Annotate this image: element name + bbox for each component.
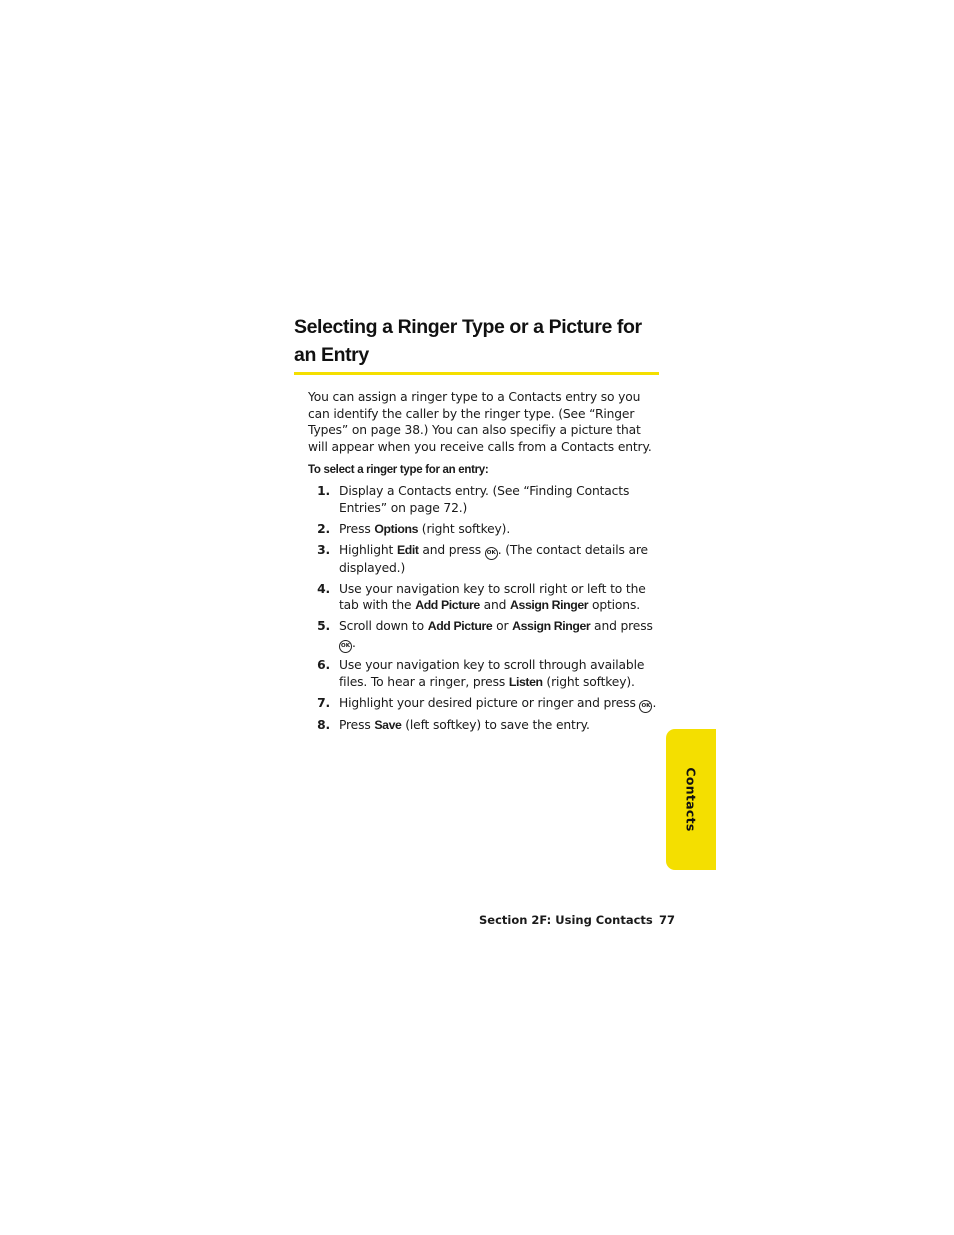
step-text-segment: Press [339, 521, 375, 536]
page-title: Selecting a Ringer Type or a Picture for an Entry [294, 316, 642, 366]
step-text-segment: and press [590, 619, 653, 633]
step-text-segment: and press [418, 542, 485, 557]
step-text [339, 695, 668, 713]
step-text [339, 657, 668, 690]
ui-term: Add Picture [415, 598, 480, 612]
step-text-segment: . [352, 635, 356, 650]
step-list [308, 483, 668, 738]
step-text [339, 581, 668, 614]
step-text-segment: options. [588, 598, 640, 612]
step-text-segment: and [479, 598, 511, 612]
side-tab-label: Contacts [683, 767, 699, 832]
step-text-segment: . [652, 695, 657, 710]
page-number: 77 [659, 913, 676, 927]
step-number: 5. [317, 619, 330, 633]
step-text-segment: Use your navigation key to scroll right or left to the tab with the [339, 581, 646, 612]
step-text-segment: (left softkey) to save the entry. [401, 718, 590, 732]
footer-section-title: Section 2F: Using Contacts [479, 913, 653, 927]
step-text-segment: Highlight your desired picture or ringer and press [339, 695, 640, 710]
ok-key-icon: OK [485, 547, 498, 560]
step-text [339, 542, 668, 577]
step-text-segment: (right softkey). [542, 674, 635, 689]
step-text-segment: Scroll down to [339, 619, 428, 633]
title-underline [294, 372, 659, 375]
step-number: 6. [317, 658, 330, 672]
ui-term: Add Picture [427, 619, 493, 633]
step-text-segment: Highlight [339, 542, 397, 557]
ok-key-icon: OK [639, 700, 652, 713]
step-text-segment: . (The contact details are displayed.) [339, 542, 648, 575]
procedure-heading: To select a ringer type for an entry: [308, 464, 489, 476]
step-text-segment: Press [339, 718, 375, 732]
ui-term: Edit [396, 542, 419, 557]
step-text [339, 521, 668, 538]
step-item [308, 483, 668, 516]
step-text-segment: Display a Contacts entry. (See “Finding Contacts Entries” on page 72.) [339, 484, 630, 515]
step-text [339, 483, 668, 516]
step-item [308, 657, 668, 690]
step-number: 7. [317, 695, 330, 710]
step-text [339, 618, 668, 653]
step-text-segment: (right softkey). [418, 521, 511, 536]
step-item [308, 542, 668, 577]
step-text-segment: Use your navigation key to scroll through available files. To hear a ringer, press [339, 658, 645, 689]
step-number: 3. [317, 542, 330, 557]
step-text [339, 717, 668, 734]
step-item [308, 618, 668, 653]
step-item [308, 581, 668, 614]
step-item [308, 717, 668, 734]
step-number: 4. [317, 581, 330, 596]
ok-key-icon: OK [339, 640, 352, 653]
section-side-tab [666, 729, 716, 870]
ui-term: Listen [508, 674, 543, 689]
step-item [308, 695, 668, 713]
ui-term: Options [374, 521, 419, 536]
ui-term: Assign Ringer [512, 619, 591, 633]
ui-term: Save [374, 718, 402, 732]
step-number: 1. [317, 484, 330, 498]
step-text-segment: or [492, 619, 513, 633]
step-item [308, 521, 668, 538]
step-number: 2. [317, 521, 330, 536]
intro-paragraph: You can assign a ringer type to a Contacts entry so you can identify the caller by the ringer type. (See “Ringer Types” on page 38.) You can also specifiy a picture that will appear when you receive calls from a Contacts entry. [308, 390, 652, 454]
ui-term: Assign Ringer [510, 598, 589, 612]
step-number: 8. [317, 718, 330, 732]
